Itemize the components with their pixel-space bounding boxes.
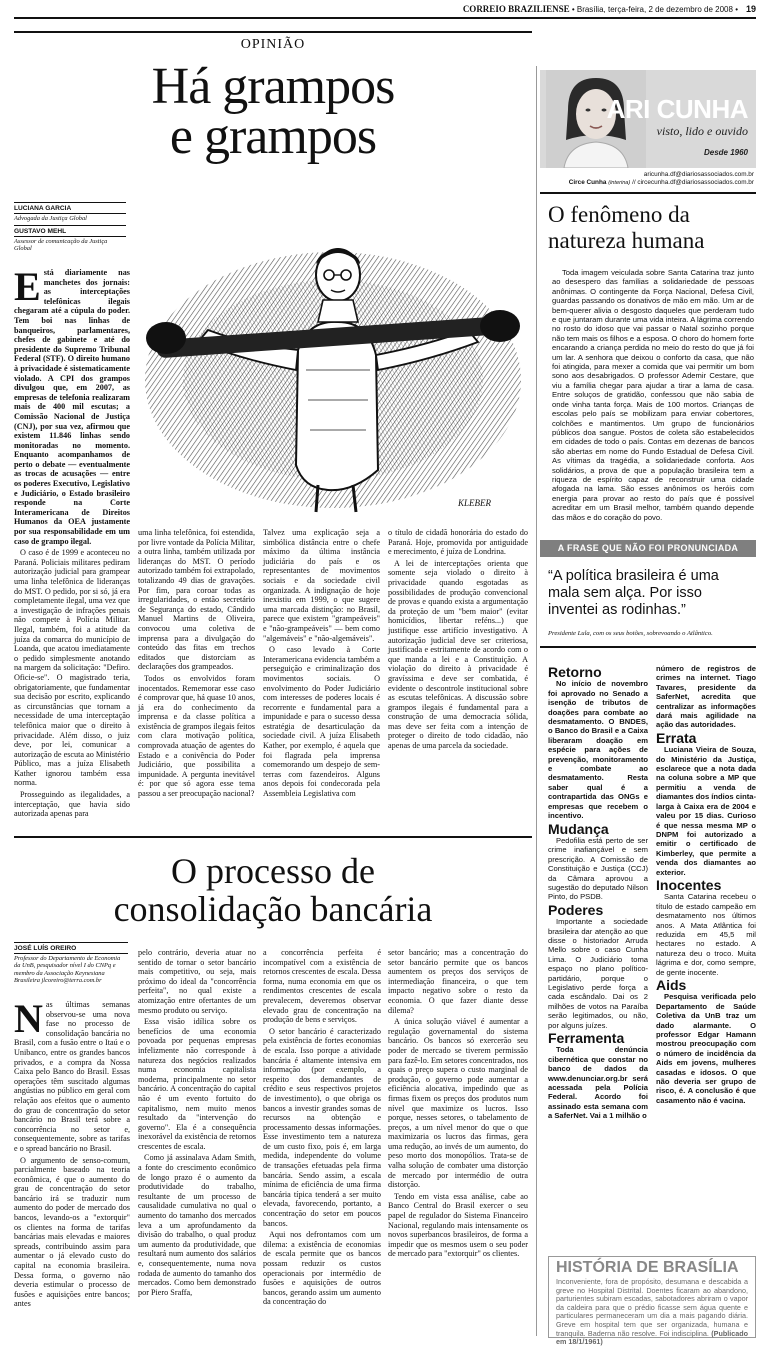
article1-paragraph: Todos os envolvidos foram inocentados. Rememorar esse caso é comprovar que, há quase 10 anos, já era do conhecimento da imprensa e da classe política a existência de grampos ilegais feitos com clara motivação política, comprovada atuação de agentes do Estado e a conivência do Poder Judiciário, que possibilita a impunidade. A pergunta inevitável é: por que só agora esse tema passou a ser preocupação nacional? — [138, 673, 255, 799]
article1-col4 — [388, 528, 528, 753]
interim-note: (interina) — [608, 180, 631, 186]
note-heading: Ferramenta — [548, 1030, 625, 1047]
newspaper-brand: CORREIO BRAZILIENSE — [462, 4, 570, 14]
section-label: OPINIÃO — [240, 37, 306, 52]
note-heading: Mudança — [548, 820, 609, 837]
article2-dropcap: N — [14, 996, 43, 1041]
author2-name: GUSTAVO MEHL — [14, 228, 67, 236]
article1-col2 — [138, 528, 255, 801]
note-heading: Poderes — [548, 901, 604, 918]
note-heading: Inocentes — [656, 876, 722, 893]
history-text — [556, 1278, 748, 1347]
note-text: Santa Catarina recebeu o título de estado campeão em desmatamento nos últimos anos. A Mata Atlântica foi reduzida em 45,5 mil hectares no estado. A natureza deu o troco. Muita lágrima e dor, como sempre, de gente inocente. — [656, 892, 756, 977]
article2-paragraph: pelo contrário, deveria atuar no sentido de tornar o setor bancário mais competitivo, ou seja, mais próximo do ideal da "concorrência perfeita", no qual existe a atomização entre ofertantes de um mesmo produto ou serviço. — [138, 948, 256, 1015]
article1-title — [14, 58, 532, 165]
article1-paragraph: A lei de interceptações orienta que somente seja violado o direito à privacidade quando esgotadas as possibilidades de produção convencional de provas e quando exista a argumentação da proteção de um "bem maior" (evitar homicídios, libertar reféns...) que justifique esse artifício investigativo. A autorização judicial deve ser criteriosa, justificada e estritamente de acordo com o que manda a lei e a Constituição. A violação do direito à privacidade é gravíssima e deve ser combatida, é evidente o descontrole institucional sobre as escutas telefônicas. A discussão sobre grampos ilegais é fundamental para a construção de uma democracia sólida, mas deve ser feita com a intenção de proteger o direito de todo cidadão, não apenas de uma parcela da sociedade. — [388, 558, 528, 751]
article1-title-line1: Há grampos — [151, 58, 395, 115]
article1-paragraph: O caso levado à Corte Interamericana evidencia também a perseguição e criminalização dos movimentos sociais. O envolvimento do Poder Judiciário com interesses de poderes locais é recorrente e fundamental para a impunidade e para o sucesso dessa estratégia de desarticulação da sociedade civil. A juíza Elisabeth Kather, por exemplo, é aquela que foi flagrada pela imprensa comemorando um despejo de sem-terras com fazendeiros. Alguns anos depois foi condecorada pela Assembleia Legislativa com — [263, 645, 380, 799]
interim-name: Circe Cunha — [568, 179, 607, 186]
column-headline-line1: O fenômeno da — [548, 202, 690, 227]
column-masthead — [540, 70, 756, 168]
note-heading: Retorno — [548, 664, 602, 680]
header-separator: • — [571, 5, 577, 14]
quote-attribution: Presidente Lula, com os seus botões, sobrevoando o Atlântico. — [548, 630, 713, 637]
quote-banner: A FRASE QUE NÃO FOI PRONUNCIADA — [540, 540, 756, 557]
history-published: (Publicado em 18/1/1961) — [556, 1328, 748, 1347]
article2-byline — [14, 942, 128, 985]
history-title: HISTÓRIA DE BRASÍLIA — [556, 1259, 739, 1276]
column-headline-line2: natureza humana — [548, 228, 705, 253]
column-name: ARI CUNHA — [606, 94, 748, 124]
illustration — [138, 230, 528, 516]
article1-col1 — [14, 264, 130, 821]
author1-role: Advogada da Justiça Global — [14, 214, 87, 222]
author3-role: Professor do Departamento de Economia da UnB, pesquisador nível I do CNPq e membro da Associação Keynesiana Brasileira jlcoreiro@terra.com.br — [14, 954, 121, 985]
column-main-text: Toda imagem veiculada sobre Santa Catarina traz junto ao desespero das famílias a solidariedade de pessoas anônimas. O contingente da Força Nacional, Defesa Civil, guardas passando os donativos de mão em mão. Um ar de bem-querer alivia o desgosto daqueles que perderam tudo e que juntaram durante uma vida inteira. A lágrima correndo no rosto do idoso que vai passar o Natal sozinho porque não tem mais os filhos e a esposa. O choro do homem forte encarando a criança perdida no meio do resto do que já foi um lar. A senhora que deixou o conforto da casa, que não foi atingida, para mexer a comida que vai permitir um bom sono aos desabrigados. O professor Ademir Cestare, que viu a família chegar para ajudar a tirar a lama de casa. Entre soluços de gratidão, confessou que não sabia de onde vinha tanta força. Mais de 100 mortos. Crianças de escolas pelo país se mobilizam para enviar cobertores, colchões e mantimentos. Um grupo de funcionários públicos doa sangue. Postos de coleta são estabelecidos em cidades de todo o país. Contas em dezenas de bancos são abertas em nome do Fundo Estadual de Defesa Civil. As vítimas da tragédia, a solidariedade conforta. Aos solidários, a prova de que a população brasileira tem a riqueza de espírito capaz de reconstruir uma cidade afogada na lama. São esses anônimos os heróis com energia para provar ao resto do país que é possível acreditar em um Brasil melhor, também quando depende das mãos e do coração do povo. — [552, 268, 754, 522]
article2-title-line2: consolidação bancária — [113, 889, 433, 929]
wiretap-cartoon-illustration — [138, 230, 528, 516]
article2-paragraph: Tendo em vista essa análise, cabe ao Banco Central do Brasil exercer o seu papel de regulador do Sistema Financeiro Nacional, regulando mais intensamente os novos superbancos brasileiros, de forma a impedir que os mesmos usem o seu poder de mercado para "extorquir" os clientes. — [388, 1191, 528, 1259]
note-text: Pedofilia está perto de ser crime inafiançável e sem prescrição. A Comissão de Constituição e Justiça (CCJ) da Câmara aprovou a sugestão do deputado Nilson Pinto, do PSDB. — [548, 835, 648, 902]
article2-paragraph: O setor bancário é caracterizado pela existência de fortes economias de escala. Isso porque a atividade bancária é altamente intensiva em informação (por exemplo, a respeito dos demandantes de crédito e seus respectivos projetos de investimento), o que obriga os bancos a investir grandes somas de recursos na obtenção e processamento dessas informações. Esse investimento tem a natureza de um custo fixo, pois é, em larga medida, independente do volume de transações efetuadas pela firma bancária. Sendo assim, a escala mínima de eficiência de uma firma bancária típica tenderá a ser muito elevada, favorecendo, portanto, a concentração do setor em poucos bancos. — [263, 1026, 381, 1228]
dateline: Brasília, terça-feira, 2 de dezembro de 2008 — [576, 5, 733, 14]
article2-col4 — [388, 948, 528, 1261]
article2-col3 — [263, 948, 381, 1309]
article1-paragraph: uma linha telefônica, foi estendida, por livre vontade da Polícia Militar, a outra linha, também utilizada por lideranças do MST. O período autorizado também foi extrapolado, totalizando 49 dias de gravações. Por fim, para coroar todas as irregularidades, o então secretário de Segurança do estado, Cândido Manuel Martins de Oliveira, convocou uma coletiva de imprensa para a divulgação do conteúdo das fitas em trechos editados que distorciam as declarações dos grampeados. — [138, 528, 255, 672]
article1-byline — [14, 202, 126, 253]
article1-lead: stá diariamente nas manchetes dos jornais: as interceptações telefônicas ilegais chegaram até a cúpula do poder. Tem boi nas linhas de banqueiros, parlamentares, chefes de gabinete e até do presidente do Supremo Tribunal Federal (STF). O direito humano à privacidade é sistematicamente violado. A CPI dos grampos divulgou que, em 2007, as empresas de telefonia realizaram mais de 400 mil escutas; a Comissão Nacional de Justiça (CNJ), por sua vez, afirmou que existem 11.846 linhas sendo monitoradas no momento. Enquanto acompanhamos de perto o debate — eventualmente as trocas de acusações — entre os poderes Executivo, Legislativo e Judiciário, o Estado brasileiro responde na Corte Interamericana de Direitos Humanos da OEA justamente por sua responsabilidade em um caso de grampo ilegal. — [14, 268, 130, 546]
columnist-email: aricunha.df@diariosassociados.com.br — [643, 171, 754, 178]
author2-role: Assessor de comunicação da Justiça Global — [14, 237, 108, 253]
column-since: Desde 1960 — [703, 148, 748, 157]
note-heading: Errata — [656, 729, 697, 746]
column-rule — [536, 66, 537, 1336]
article2-paragraph: Essa visão idílica sobre os benefícios de uma economia povoada por pequenas empresas infelizmente não corresponde à natureza dos negócios realizados numa economia capitalista moderna, principalmente no setor bancário. A concentração do capital não é um evento fortuito do capitalismo, nem muito menos resultado da "intervenção do governo". Ela é a consequência inexorável da existência de retornos crescentes de escala. — [138, 1017, 256, 1151]
illustration-signature: KLEBER — [458, 498, 491, 508]
article1-paragraph: o título de cidadã honorária do estado do Paraná. Hoje, promovida por antiguidade e merecimento, é juíza de Londrina. — [388, 528, 528, 557]
article2-col2 — [138, 948, 256, 1299]
notes-column-left — [548, 664, 648, 1123]
article1-paragraph: O caso é de 1999 e aconteceu no Paraná. Policiais militares pediram autorização judicial para grampear uma linha telefônica de lideranças do MST. O pedido, por si só, já era completamente ilegal, uma vez que a investigação de infrações penais não compete à Polícia Militar. Ilegal, também, foi a atitude da juíza da comarca do município de Loanda, que acatou imediatamente o pedido simplesmente anotando na margem da solicitação: "Defiro. Oficie-se". O magistrado teria, obrigatoriamente, que fundamentar sua decisão por escrito, explicando as circunstâncias que tornam a necessidade de uma interceptação telefônica maior que o direito à privacidade. Além disso, o juiz deve, por lei, comunicar a autorização de escuta ao Ministério Público, mas a juíza Elisabeth Kather ignorou também essa norma. — [14, 548, 130, 788]
article1-title-line2: e grampos — [169, 108, 377, 165]
quote-text: “A política brasileira é uma mala sem alça. Por isso inventei as rodinhas.” — [548, 568, 719, 618]
column-headline — [548, 202, 754, 254]
article2-col1 — [14, 996, 130, 1311]
history-body: Inconveniente, fora de propósito, desumana e descabida a greve no Hospital Distrital. Doentes ficaram ao abandono, parturientes subiram escadas, sabotadores abriram o vapor da caldeira para que o prédio ficasse sem água quente e particulares permaneceram um dia a mais pagando diária. Greve em hospital tem que ser organizada, humana e tranquila. Baderna não resolve. Foi indisciplina. — [556, 1277, 748, 1338]
note-text: Toda denúncia cibernética que constar no banco de dados da www.denunciar.org.br será acessada pela Polícia Federal. Acordo foi assinado esta semana com a SaferNet. Vai a 1 milhão o — [548, 1045, 648, 1121]
header-separator: • — [735, 5, 738, 14]
article2-paragraph: A única solução viável é aumentar a regulação governamental do sistema bancário. Os bancos só exercerão seu poder de mercado se tiverem permissão para fazê-lo. Em setores concentrados, nos quais o preço supera o custo marginal de produção, o governo pode aumentar a eficiência alocativa, impedindo que as firmas fixem os preços dos produtos num nível que maximize os lucros. Isso porque, nesses setores, o tabelamento de preços, a um nível menor do que o que maximizaria os lucros das firmas, gera uma redução, ao invés de um aumento, do peso morto dos monopólios. Trata-se de valha solução de combater uma distorção de mercado por intermédio de outra distorção. — [388, 1017, 528, 1190]
note-text: Importante a sociedade brasileira dar atenção ao que disse o historiador Arruda Mello sobre o caso Cunha Lima. O Judiciário toma espaço no plano político-partidário, porque o Legislativo perde força a cada escândalo. Dai os 2 milhões de votos na Paraíba serão legitimados, ou não, por alguns juízes. — [548, 917, 648, 1030]
article1-paragraph: Talvez uma explicação seja a simbólica distância entre o chefe máximo da última instância judiciária do país e os representantes de movimentos sociais e da sociedade civil organizada. A indignação de hoje inexistiu em 1999, o que sugere uma marcada distinção: no Brasil, parece que existem "grampeáveis" e "não-grampeáveis" — bem como "algemáveis" e "não-algemáveis". — [263, 528, 380, 643]
article1-dropcap: E — [14, 264, 41, 309]
article1-paragraph: Prosseguindo as ilegalidades, a interceptação, que havia sido autorizada apenas para — [14, 790, 130, 819]
separator: // — [632, 179, 638, 186]
article2-lead: as últimas semanas observou-se uma nova fase no processo de consolidação bancária no Brasil, com a fusão entre o Itaú e o Unibanco, entre os grandes bancos privados, e a compra da Nossa Caixa pelo Banco do Brasil. Essas operações têm suscitado algumas angústias no público em geral com relação aos efeitos que o aumento do grau de concentração do setor bancário no Brasil terá sobre a concorrência no setor e, consequentemente, sobre as tarifas e o spread bancário no Brasil. — [14, 1000, 130, 1153]
note-text: No início de novembro foi aprovado no Senado a isenção de tributos de doações para combate ao desmatamento. O BNDES, o Banco do Brasil e a Caixa liberaram doação em espécie para ações de prevenção, monitoramento e combate ao desmatamento. Resta saber qual é a contrapartida das ONGs e empresas que recebem o incentivo. — [548, 679, 648, 821]
note-heading: Aids — [656, 977, 687, 993]
article2-paragraph: a concorrência perfeita é incompatível com a existência de retornos crescentes de escala. Dessa forma, numa economia em que os rendimentos crescentes de escala prevalecem, deveremos observar elevado grau de concentração na produção de bens e serviços. — [263, 948, 381, 1025]
note-text: Pesquisa verificada pelo Departamento de Saúde Coletiva da UnB traz um dado alarmante. O professor Edgar Hamann mostrou preocupação com o número de incidência da Aids em jovens, mulheres casadas e idosos. O que não deveria ser grupo de risco, é. A conclusão é que casamento não é vacina. — [656, 992, 756, 1105]
notes-column-right — [656, 664, 756, 1107]
author3-name: JOSÉ LUÍS OREIRO — [14, 945, 77, 952]
article1-col3 — [263, 528, 380, 801]
article2-paragraph: Aqui nos defrontamos com um dilema: a existência de economias de escala permite que os bancos possam reduzir os custos operacionais por intermédio de fusões e aquisições de outros bancos, gerando assim um aumento da concentração do — [263, 1230, 381, 1307]
article2-paragraph: Como já assinalava Adam Smith, a fonte do crescimento econômico de longo prazo é o aumento da produtividade do trabalho, resultante de um processo de causalidade cumulativa no qual o aumento do tamanho dos mercados leva a um aprofundamento da divisão do trabalho, o qual produz um aumento da produtividade, que resultará num aumento dos salários e, consequentemente, numa nova rodada de aumento do tamanho dos mercados. Como bem demonstrado por Piero Sraffa, — [138, 1153, 256, 1297]
column-tagline: visto, lido e ouvido — [656, 124, 748, 138]
column-contacts — [540, 171, 754, 187]
note-text: Luciana Vieira de Souza, do Ministério da Justiça, esclarece que a nota dada na coluna sobre a MP que permitiu a venda de diamantes dos índios cinta-larga à Caixa era de 2004 e valeu por 15 dias. Curioso é que nessa mesma MP o DNPM foi autorizado a emitir o certificado de Kimberley, que permite a venda dos diamantes ao exterior. — [656, 745, 757, 877]
interim-email: circecunha.df@diariosassociados.com.br — [637, 179, 754, 186]
page-number: 19 — [745, 4, 756, 14]
article2-paragraph: O argumento de senso-comum, parcialmente baseado na teoria econômica, é que o aumento do grau de concentração do setor bancário irá se traduzir num aumento do poder de mercado dos bancos, levando-os a "extorquir" os clientes na forma de tarifas bancárias mais elevadas e maiores spreads, contribuindo assim para aumentar o já elevado custo do capital na economia brasileira. Dessa forma, o governo não deveria estimular o processo de fusões e aquisições entre bancos; antes — [14, 1155, 130, 1309]
article2-title-line1: O processo de — [171, 851, 375, 891]
article2-title — [14, 852, 532, 928]
author1-name: LUCIANA GARCIA — [14, 205, 72, 212]
article2-paragraph: setor bancário; mas a concentração do setor bancário permite que os bancos aumentem os preços dos serviços de intermediação financeira, o que tem impacto negativo sobre o resto da economia. O que fazer diante desse dilema? — [388, 948, 528, 1015]
note-text: número de registros de crimes na internet. Tiago Tavares, presidente da SaferNet, acredita que centralizar as informações dará mais agilidade na ação das autoridades. — [656, 664, 756, 730]
